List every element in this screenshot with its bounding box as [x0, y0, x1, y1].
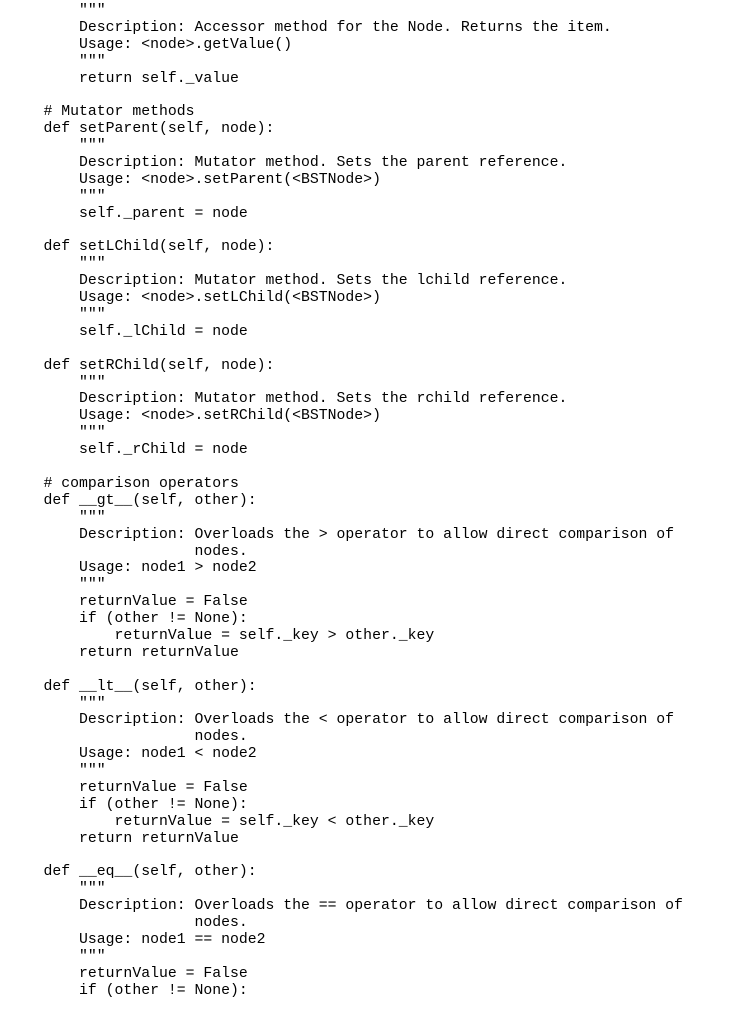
code-line: def __lt__(self, other): [8, 678, 257, 695]
code-line: def setParent(self, node): [8, 121, 275, 138]
code-line: Description: Mutator method. Sets the rchild reference. [8, 391, 568, 408]
code-line: """ [8, 3, 106, 19]
code-line: Usage: <node>.setRChild(<BSTNode>) [8, 408, 381, 425]
code-line: self._parent = node [8, 205, 248, 222]
code-line: Usage: <node>.getValue() [8, 36, 293, 53]
code-line: """ [8, 948, 106, 965]
code-line: Description: Mutator method. Sets the lchild reference. [8, 273, 568, 290]
code-line: return returnValue [8, 830, 239, 847]
code-line: return self._value [8, 70, 239, 87]
code-line: nodes. [8, 915, 248, 932]
code-line [8, 848, 730, 865]
code-line [8, 459, 730, 476]
code-line: """ [8, 881, 106, 898]
code-line: returnValue = False [8, 779, 248, 796]
code-line: """ [8, 763, 106, 780]
code-line: Description: Accessor method for the Node. Returns the item. [8, 19, 612, 36]
code-line: """ [8, 53, 106, 70]
code-line [8, 223, 730, 240]
code-line: """ [8, 188, 106, 205]
code-line: self._lChild = node [8, 323, 248, 340]
code-line [8, 341, 730, 358]
code-line: """ [8, 577, 106, 594]
code-line: Description: Mutator method. Sets the parent reference. [8, 155, 568, 172]
code-line: Description: Overloads the > operator to allow direct comparison of [8, 526, 674, 543]
code-line [8, 662, 730, 679]
code-line: Usage: <node>.setLChild(<BSTNode>) [8, 290, 381, 307]
code-line: # comparison operators [8, 475, 239, 492]
code-line: """ [8, 307, 106, 324]
code-line: Usage: node1 < node2 [8, 746, 257, 763]
code-line: Usage: node1 == node2 [8, 931, 266, 948]
code-line: def __gt__(self, other): [8, 492, 257, 509]
code-line: def setLChild(self, node): [8, 239, 275, 256]
code-line: """ [8, 256, 106, 273]
code-line: self._rChild = node [8, 442, 248, 459]
code-line: """ [8, 425, 106, 442]
code-line: """ [8, 138, 106, 155]
code-line: returnValue = False [8, 594, 248, 611]
code-line: returnValue = self._key > other._key [8, 627, 435, 644]
code-line: return returnValue [8, 644, 239, 661]
code-line: """ [8, 509, 106, 526]
code-line: if (other != None): [8, 611, 248, 628]
code-line: Usage: node1 > node2 [8, 560, 257, 577]
code-line: """ [8, 695, 106, 712]
code-line: # Mutator methods [8, 104, 195, 121]
code-line [8, 87, 730, 104]
code-line: Description: Overloads the < operator to allow direct comparison of [8, 712, 674, 729]
code-line: """ [8, 374, 106, 391]
code-line: nodes. [8, 729, 248, 746]
code-line: nodes. [8, 543, 248, 560]
code-line: if (other != None): [8, 982, 248, 999]
code-line: Usage: <node>.setParent(<BSTNode>) [8, 171, 381, 188]
code-line: def __eq__(self, other): [8, 864, 257, 881]
code-line: returnValue = False [8, 965, 248, 982]
code-line: Description: Overloads the == operator to allow direct comparison of [8, 898, 683, 915]
code-line: if (other != None): [8, 796, 248, 813]
code-line: returnValue = self._key < other._key [8, 813, 435, 830]
code-line: def setRChild(self, node): [8, 357, 275, 374]
